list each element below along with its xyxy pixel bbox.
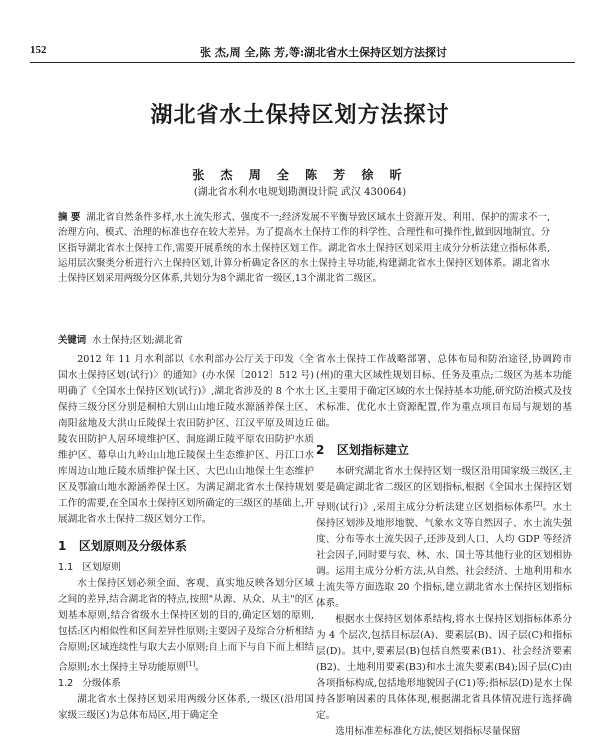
indicator-text-cont: 。水土保持区划涉及地形地貌、气象水文等自然因子、水土流失强度、分布等水土流失因子,还涉及到人口、人均 GDP 等经济社会因子,同时要与农、林、水、国土等其他行业的区划相协调。运用主成分分析方法,从自然、社会经济、土地利用和水土流失等方面选取 20 个指标,建立湖北省水土保持区划指标体系。 bbox=[316, 502, 572, 610]
authors: 张 杰 周 全 陈 芳 徐 昕 bbox=[192, 168, 408, 182]
principles-end: 。 bbox=[195, 662, 205, 674]
standardization-paragraph: 选用标准差标准化方法,使区划指标尽量保留 bbox=[335, 726, 521, 738]
page-number: 152 bbox=[30, 44, 47, 56]
continuation-paragraph: 省水土保持工作战略部署、总体布局和防治途径,协调跨市(州)的重大区域性规划目标、任务及重点;二级区为基本功能区,主要用于确定区域的水土保持基本功能,研究防治模式及技术标准、优化水土资源配置,作为重点项目布局与规划的基础。 bbox=[316, 354, 572, 429]
left-column bbox=[58, 352, 314, 724]
subsection-number: 1.2 bbox=[58, 678, 74, 690]
principles-paragraph bbox=[58, 576, 314, 676]
keywords-label: 关键词 bbox=[58, 335, 87, 346]
indicator-paragraph bbox=[316, 464, 572, 612]
citation-ref: [1] bbox=[185, 660, 196, 668]
keywords-text: 水土保持;区划;湖北省 bbox=[92, 335, 183, 346]
running-header bbox=[30, 44, 575, 60]
abstract-label: 摘 要 bbox=[58, 212, 81, 223]
citation-ref: [2] bbox=[533, 500, 543, 508]
section-number: 2 bbox=[316, 443, 325, 457]
subsection-number: 1.1 bbox=[58, 562, 74, 573]
hierarchy-paragraph: 湖北省水土保持区划采用两级分区体系,一级区(沿用国家级三级区)为总体布局区,用于确定全 bbox=[58, 694, 314, 722]
intro-paragraph: 2012 年 11 月水利部以《水利部办公厅关于印发〈全国水土保持区划(试行)〉的通知》(办水保〔2012〕512 号)明确了《全国水土保持区划(试行)》,湖北省涉及的 8 个水土保持三级分区分别是桐柏大别山山地丘陵水源涵养保土区、南阳盆地及大洪山丘陵保土农田防护区、江汉平原及周边丘陵农田防护人居环境维护区、洞庭湖丘陵平原农田防护水质维护区、幕阜山九岭山山地丘陵保土生态维护区、丹江口水库周边山地丘陵水质维护保土区、大巴山山地保土生态维护区及鄂渝山地水源涵养保土区。为满足湖北省水土保持规划工作的需要,在全国水土保持区划所确定的三级区的基础上,开展湖北省水土保持二级区划分工作。 bbox=[58, 354, 314, 525]
running-title: 张 杰,周 全,陈 芳,等:湖北省水土保持区划方法探讨 bbox=[200, 46, 448, 59]
subsection-heading-1-1 bbox=[58, 560, 314, 576]
section-heading-1 bbox=[58, 538, 314, 554]
article-title: 湖北省水土保持区划方法探讨 bbox=[150, 103, 450, 128]
right-column bbox=[316, 352, 572, 740]
header-rule bbox=[30, 62, 575, 63]
structure-paragraph: 根据水土保持区划体系结构,将水土保持区划指标体系分为 4 个层次,包括目标层(A)、要素层(B)、因子层(C)和指标层(D)。其中,要素层(B)包括自然要素(B1)、社会经济要素(B2)、土地利用要素(B3)和水土流失要素(B4);因子层(C)由各项指标构成,包括地形地貌因子(C1)等;指标层(D)是水土保持各影响因素的具体体现,根据湖北省具体情况进行选择确定。 bbox=[316, 614, 572, 722]
principles-text: 水土保持区划必须全面、客观、真实地反映各划分区域之间的差异,结合湖北省的特点,按照"从源、从众、从主"的区划基本原则,结合省级水土保持区划的目的,确定区划的原则,包括:区内相似性和区间差异性原则;主要因子及综合分析相结合原则;区域连续性与取大去小原则;自上而下与自下而上相结合原则;水土保持主导功能原则 bbox=[58, 578, 314, 674]
section-title: 区划原则及分级体系 bbox=[78, 539, 187, 553]
section-title: 区划指标建立 bbox=[336, 443, 409, 457]
subsection-title: 区划原则 bbox=[82, 562, 121, 573]
section-number: 1 bbox=[58, 539, 67, 553]
section-heading-2 bbox=[316, 442, 572, 458]
indicator-text: 本研究湖北省水土保持区划一级区沿用国家级三级区,主要是确定湖北省二级区的区划指标,根据《全国水土保持区划导则(试行)》,采用主成分分析法建立区划指标体系 bbox=[316, 466, 572, 514]
keywords bbox=[58, 332, 550, 346]
abstract-text: 湖北省自然条件多样,水土流失形式、强度不一;经济发展不平衡导致区域水土资源开发、利用、保护的需求不一,治理方向、模式、治理的标准也存在较大差异。为了提高水土保持工作的科学性、合理性和可操作性,做到因地制宜、分区指导湖北省水土保持工作,需要开展系统的水土保持区划工作。湖北省水土保持区划采用主成分分析法建立指标体系,运用层次聚类分析进行六土保持区划,计算分析确定各区的水土保持主导功能,构建湖北省水土保持区划体系。湖北省水土保持区划采用两级分区体系,共划分为8个湖北省一级区,13个湖北省二级区。 bbox=[58, 212, 550, 285]
subsection-title: 分级体系 bbox=[82, 678, 121, 690]
subsection-heading-1-2 bbox=[58, 676, 314, 692]
abstract bbox=[58, 210, 550, 286]
affiliation: (湖北省水利水电规划勘测设计院 武汉 430064) bbox=[193, 187, 407, 198]
